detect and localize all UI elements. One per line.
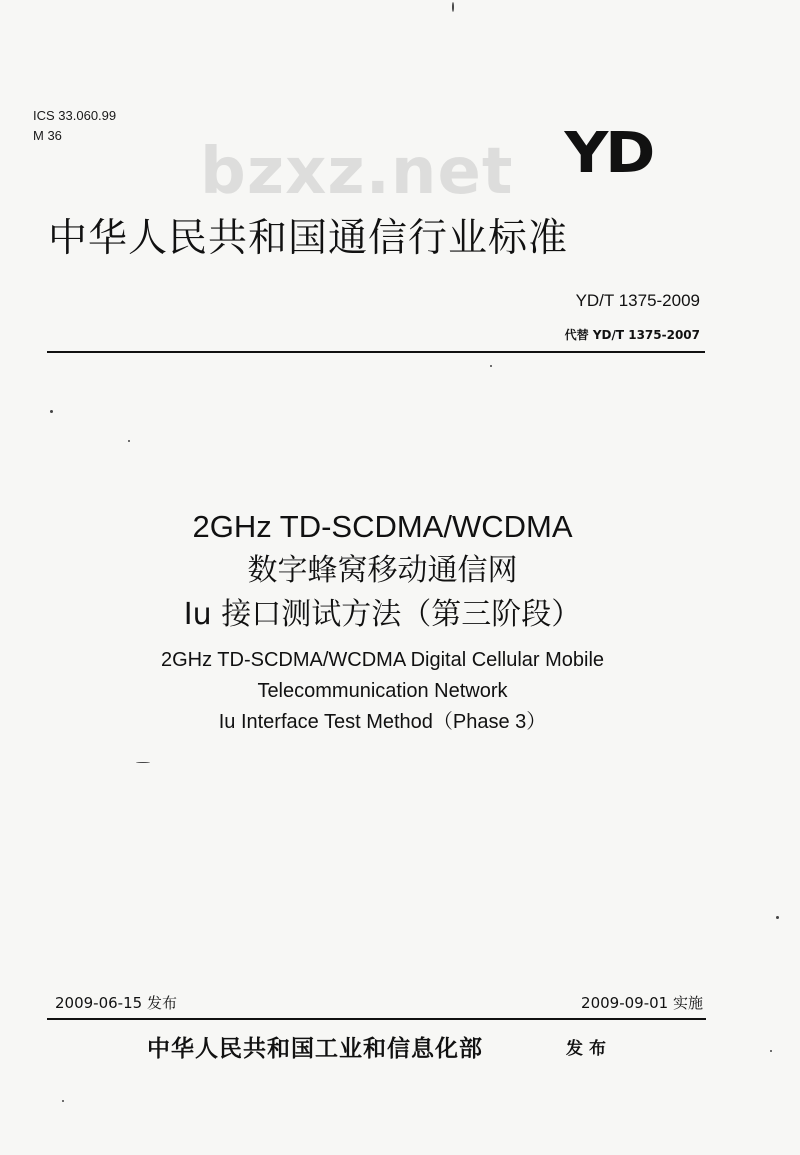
scan-speck bbox=[770, 1050, 772, 1052]
title-cn-line1: 数字蜂窝移动通信网 bbox=[247, 553, 518, 588]
ics-code: ICS 33.060.99 bbox=[33, 108, 117, 123]
subtitle-en-line1: 2GHz TD-SCDMA/WCDMA Digital Cellular Mobile bbox=[160, 649, 605, 671]
scan-speck bbox=[128, 440, 130, 442]
scan-speck bbox=[62, 1100, 64, 1102]
scan-speck bbox=[776, 916, 779, 919]
footer-divider bbox=[47, 1018, 706, 1020]
scan-speck bbox=[452, 2, 454, 12]
publish-date: 2009-06-15 发布 bbox=[55, 994, 177, 1012]
scan-speck bbox=[50, 410, 53, 413]
implement-date: 2009-09-01 实施 bbox=[581, 994, 703, 1012]
subtitle-en-line2: Telecommunication Network bbox=[257, 680, 508, 702]
publisher-name: 中华人民共和国工业和信息化部 bbox=[147, 1035, 483, 1062]
subtitle-en-line3: Iu Interface Test Method（Phase 3） bbox=[218, 711, 547, 733]
header-divider bbox=[47, 351, 705, 353]
document-title-block bbox=[0, 505, 765, 738]
classification-code: M 36 bbox=[33, 128, 62, 143]
replaces-note: 代替 YD/T 1375-2007 bbox=[564, 328, 700, 342]
standard-number: YD/T 1375-2009 bbox=[575, 291, 700, 310]
title-spacer bbox=[0, 637, 765, 645]
scan-speck bbox=[136, 762, 150, 763]
title-cn-line2: Iu 接口测试方法（第三阶段） bbox=[183, 597, 582, 632]
watermark: bzxz.net bbox=[200, 135, 514, 209]
standard-title: 中华人民共和国通信行业标准 bbox=[48, 216, 569, 261]
scan-speck bbox=[490, 365, 492, 367]
title-en-line1: 2GHz TD-SCDMA/WCDMA bbox=[192, 509, 573, 544]
yd-logo: YD bbox=[564, 121, 652, 186]
issue-label: 发布 bbox=[566, 1039, 612, 1059]
